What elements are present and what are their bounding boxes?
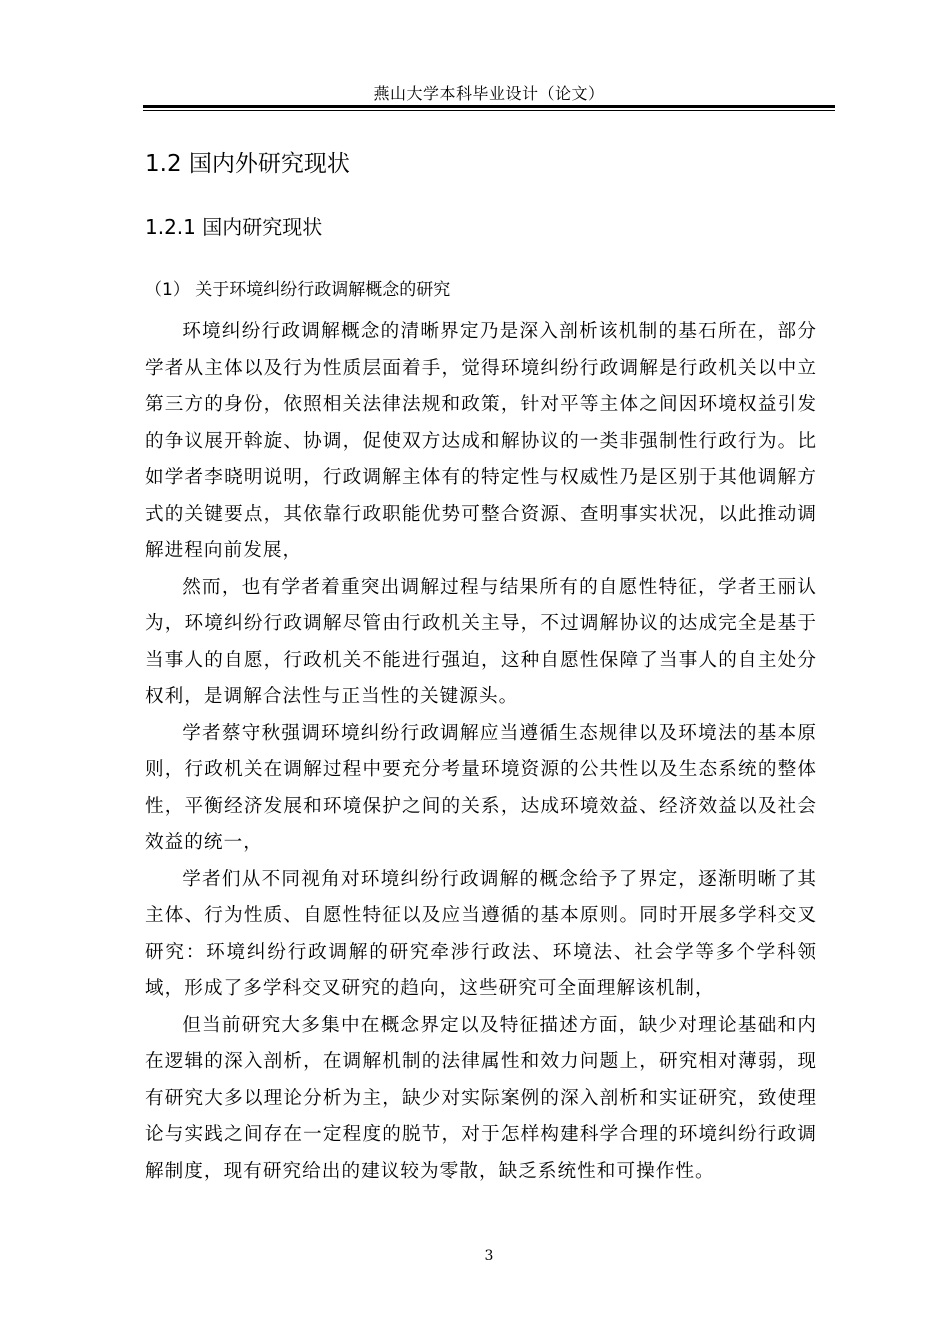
subsection-heading: 1.2.1 国内研究现状 — [145, 215, 323, 239]
paragraph: 然而，也有学者着重突出调解过程与结果所有的自愿性特征，学者王丽认为，环境纠纷行政调解尽管由行政机关主导，不过调解协议的达成完全是基于当事人的自愿，行政机关不能进行强迫，这种自愿性保障了当事人的自主处分权利，是调解合法性与正当性的关键源头。 — [145, 576, 817, 707]
body-text — [145, 314, 817, 1190]
paragraph: 但当前研究大多集中在概念界定以及特征描述方面，缺少对理论基础和内在逻辑的深入剖析，在调解机制的法律属性和效力问题上，研究相对薄弱，现有研究大多以理论分析为主，缺少对实际案例的深入剖析和实证研究，致使理论与实践之间存在一定程度的脱节，对于怎样构建科学合理的环境纠纷行政调解制度，现有研究给出的建议较为零散，缺乏系统性和可操作性。 — [145, 1014, 817, 1182]
paragraph: 学者蔡守秋强调环境纠纷行政调解应当遵循生态规律以及环境法的基本原则，行政机关在调解过程中要充分考量环境资源的公共性以及生态系统的整体性，平衡经济发展和环境保护之间的关系，达成环境效益、经济效益以及社会效益的统一， — [145, 722, 817, 853]
page-number: 3 — [484, 1248, 494, 1264]
header-rule-thin — [143, 110, 835, 111]
running-header-title: 燕山大学本科毕业设计（论文） — [373, 84, 605, 103]
section-heading: 1.2 国内外研究现状 — [145, 151, 350, 177]
paragraph: 学者们从不同视角对环境纠纷行政调解的概念给予了界定，逐渐明晰了其主体、行为性质、自愿性特征以及应当遵循的基本原则。同时开展多学科交叉研究：环境纠纷行政调解的研究牵涉行政法、环境法、社会学等多个学科领域，形成了多学科交叉研究的趋向，这些研究可全面理解该机制， — [145, 868, 817, 999]
header-rule-thick — [143, 105, 835, 108]
item-heading: （1） 关于环境纠纷行政调解概念的研究 — [145, 280, 451, 300]
paragraph: 环境纠纷行政调解概念的清晰界定乃是深入剖析该机制的基石所在，部分学者从主体以及行为性质层面着手，觉得环境纠纷行政调解是行政机关以中立第三方的身份，依照相关法律法规和政策，针对平等主体之间因环境权益引发的争议展开斡旋、协调，促使双方达成和解协议的一类非强制性行政行为。比如学者李晓明说明，行政调解主体有的特定性与权威性乃是区别于其他调解方式的关键要点，其依靠行政职能优势可整合资源、查明事实状况，以此推动调解进程向前发展， — [145, 321, 817, 561]
